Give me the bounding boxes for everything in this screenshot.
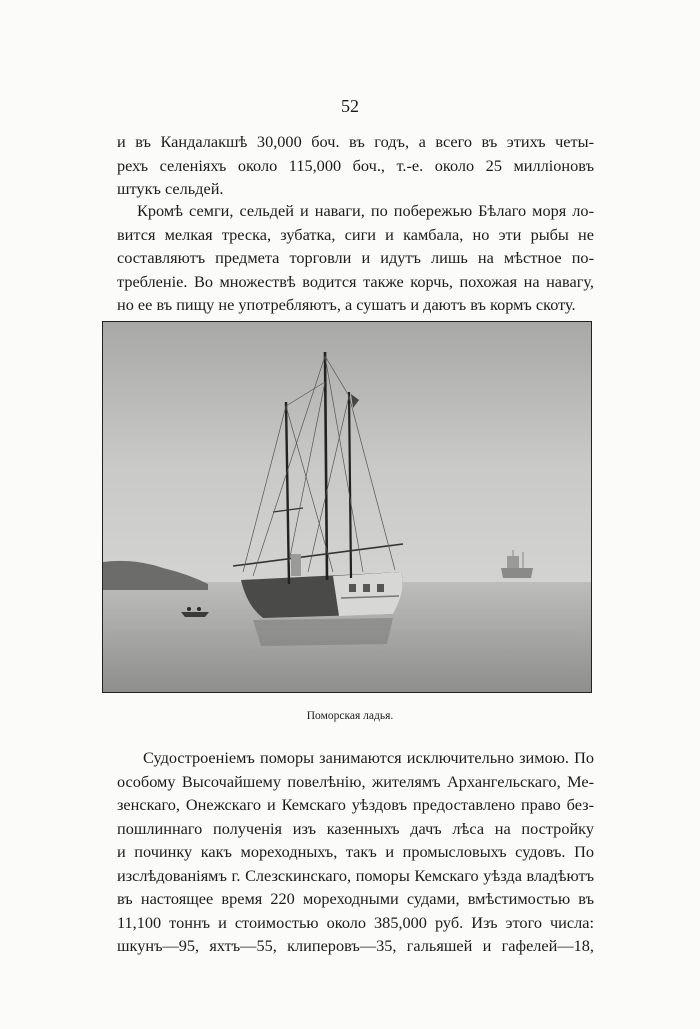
text-line: шкунъ—95, яхтъ—55, клиперовъ—35, гальяшей и гафелей—18, bbox=[117, 936, 594, 955]
text-line: пошлиннаго полученія изъ казенныхъ дачъ лѣса на постройку bbox=[117, 818, 594, 838]
text-line: зенскаго, Онежскаго и Кемскаго уѣздовъ предоставлено право без- bbox=[117, 795, 594, 814]
text-line: и починку какъ мореходныхъ, такъ и промысловыхъ судовъ. По bbox=[117, 842, 594, 861]
text-line: Судостроеніемъ поморы занимаются исключительно зимою. По bbox=[143, 748, 594, 767]
text-line: въ настоящее время 220 мореходными судами, вмѣстимостью въ bbox=[117, 889, 594, 908]
paragraph-1 bbox=[117, 130, 594, 201]
text-line: требленіе. Во множествѣ водится также корчь, похожая на навагу, bbox=[117, 271, 594, 291]
paragraph-3 bbox=[117, 746, 594, 958]
text-line: штукъ сельдей. bbox=[117, 179, 224, 198]
text-line: и въ Кандалакшѣ 30,000 боч. въ годъ, а всего въ этихъ четы- bbox=[117, 132, 594, 151]
text-line: особому Высочайшему повелѣнію, жителямъ Архангельскаго, Ме- bbox=[117, 771, 594, 791]
ship-engraving bbox=[103, 322, 591, 692]
figure-caption: Поморская ладья. bbox=[306, 710, 394, 722]
text-line: рехъ селеніяхъ около 115,000 боч., т.-е. около 25 милліоновъ bbox=[117, 155, 594, 175]
text-line: 11,100 тоннъ и стоимостью около 385,000 руб. Изъ этого числа: bbox=[117, 912, 594, 932]
text-line: но ее въ пищу не употребляютъ, а сушатъ и даютъ въ кормъ скоту. bbox=[117, 295, 576, 314]
text-line: вится мелкая треска, зубатка, сиги и камбала, но эти рыбы не bbox=[117, 224, 594, 244]
page-number: 52 bbox=[341, 96, 359, 116]
text-line: составляютъ предмета торговли и идутъ лишь на мѣстное по- bbox=[117, 248, 594, 267]
paragraph-2 bbox=[117, 199, 594, 317]
illustration-pomor-boat bbox=[102, 321, 592, 693]
text-line: изслѣдованіямъ г. Слезскинскаго, поморы Кемскаго уѣзда владѣютъ bbox=[117, 865, 594, 885]
text-line: Кромѣ семги, сельдей и наваги, по побережью Бѣлаго моря ло- bbox=[137, 201, 594, 220]
